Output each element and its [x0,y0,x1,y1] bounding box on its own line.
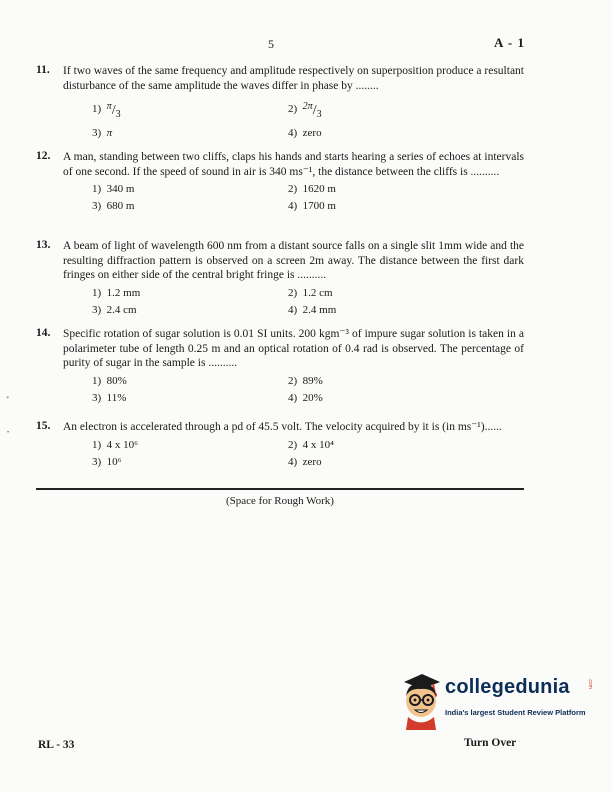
question-14 [36,327,524,409]
option-1: 1) 340 m [92,183,135,195]
option-2: 2) 4 x 10⁴ [288,438,335,451]
options [92,375,524,409]
option-3: 3) 11% [92,391,127,404]
option-2: 2) 2π/3 [288,101,322,120]
scan-mark: ﾞ [6,397,11,408]
option-4: 4) zero [288,455,322,468]
scan-mark: • [7,430,10,436]
mascot-icon [398,668,444,730]
brand-dotcom: .com [587,678,593,689]
question-12 [36,150,524,217]
option-4: 4) 1700 m [288,200,336,212]
question-13 [36,239,524,321]
options [92,287,524,321]
question-text: A man, standing between two cliffs, claps his hands and starts hearing a series of echoes at intervals of one second. If the speed of sound in air is 340 ms⁻¹, the distance between the cliffs is .......... [63,151,524,178]
question-number: 11. [36,64,50,76]
option-2: 2) 89% [288,374,323,387]
options [92,101,524,144]
option-1: 1) π/3 [92,101,121,120]
option-3: 3) π [92,127,113,139]
question-text: If two waves of the same frequency and amplitude respectively on superposition produce a resultant disturbance of the same amplitude the waves differ in phase by ........ [63,65,524,92]
collegedunia-logo [398,668,598,732]
option-4: 4) 2.4 mm [288,303,337,316]
section-divider [36,488,524,490]
options [92,183,524,217]
question-number: 14. [36,327,51,339]
brand-tagline: India's largest Student Review Platform [445,708,586,717]
option-1: 1) 80% [92,374,127,387]
question-number: 13. [36,239,51,251]
question-text: A beam of light of wavelength 600 nm from a distant source falls on a single slit 1mm wide and the resulting diffraction pattern is observed on a screen 2m away. The distance between the first dark fringes on either side of the central bright fringe is .......... [63,240,524,281]
question-15 [36,420,524,473]
option-2: 2) 1620 m [288,183,336,195]
booklet-code: A - 1 [494,35,525,50]
option-3: 3) 2.4 cm [92,303,137,316]
footer-code: RL - 33 [38,739,75,751]
question-11 [36,64,524,144]
option-3: 3) 680 m [92,200,135,212]
question-text: Specific rotation of sugar solution is 0.01 SI units. 200 kgm⁻³ of impure sugar solution is taken in a polarimeter tube of length 0.25 m and an optical rotation of 0.4 rad is observed. The percentage of purity of sugar in the sample is .......... [63,328,524,369]
question-number: 15. [36,420,51,432]
rough-work-label: (Space for Rough Work) [226,495,334,507]
question-number: 12. [36,150,51,162]
option-4: 4) 20% [288,391,323,404]
turn-over-label: Turn Over [464,737,517,749]
question-text: An electron is accelerated through a pd of 45.5 volt. The velocity acquired by it is (in ms⁻¹)...... [63,421,502,433]
option-1: 1) 1.2 mm [92,286,141,299]
brand-name: collegedunia [445,676,570,698]
option-4: 4) zero [288,127,322,139]
option-2: 2) 1.2 cm [288,286,333,299]
option-1: 1) 4 x 10⁶ [92,438,139,451]
option-3: 3) 10⁶ [92,455,122,468]
options [92,439,524,473]
page-number: 5 [268,37,274,51]
